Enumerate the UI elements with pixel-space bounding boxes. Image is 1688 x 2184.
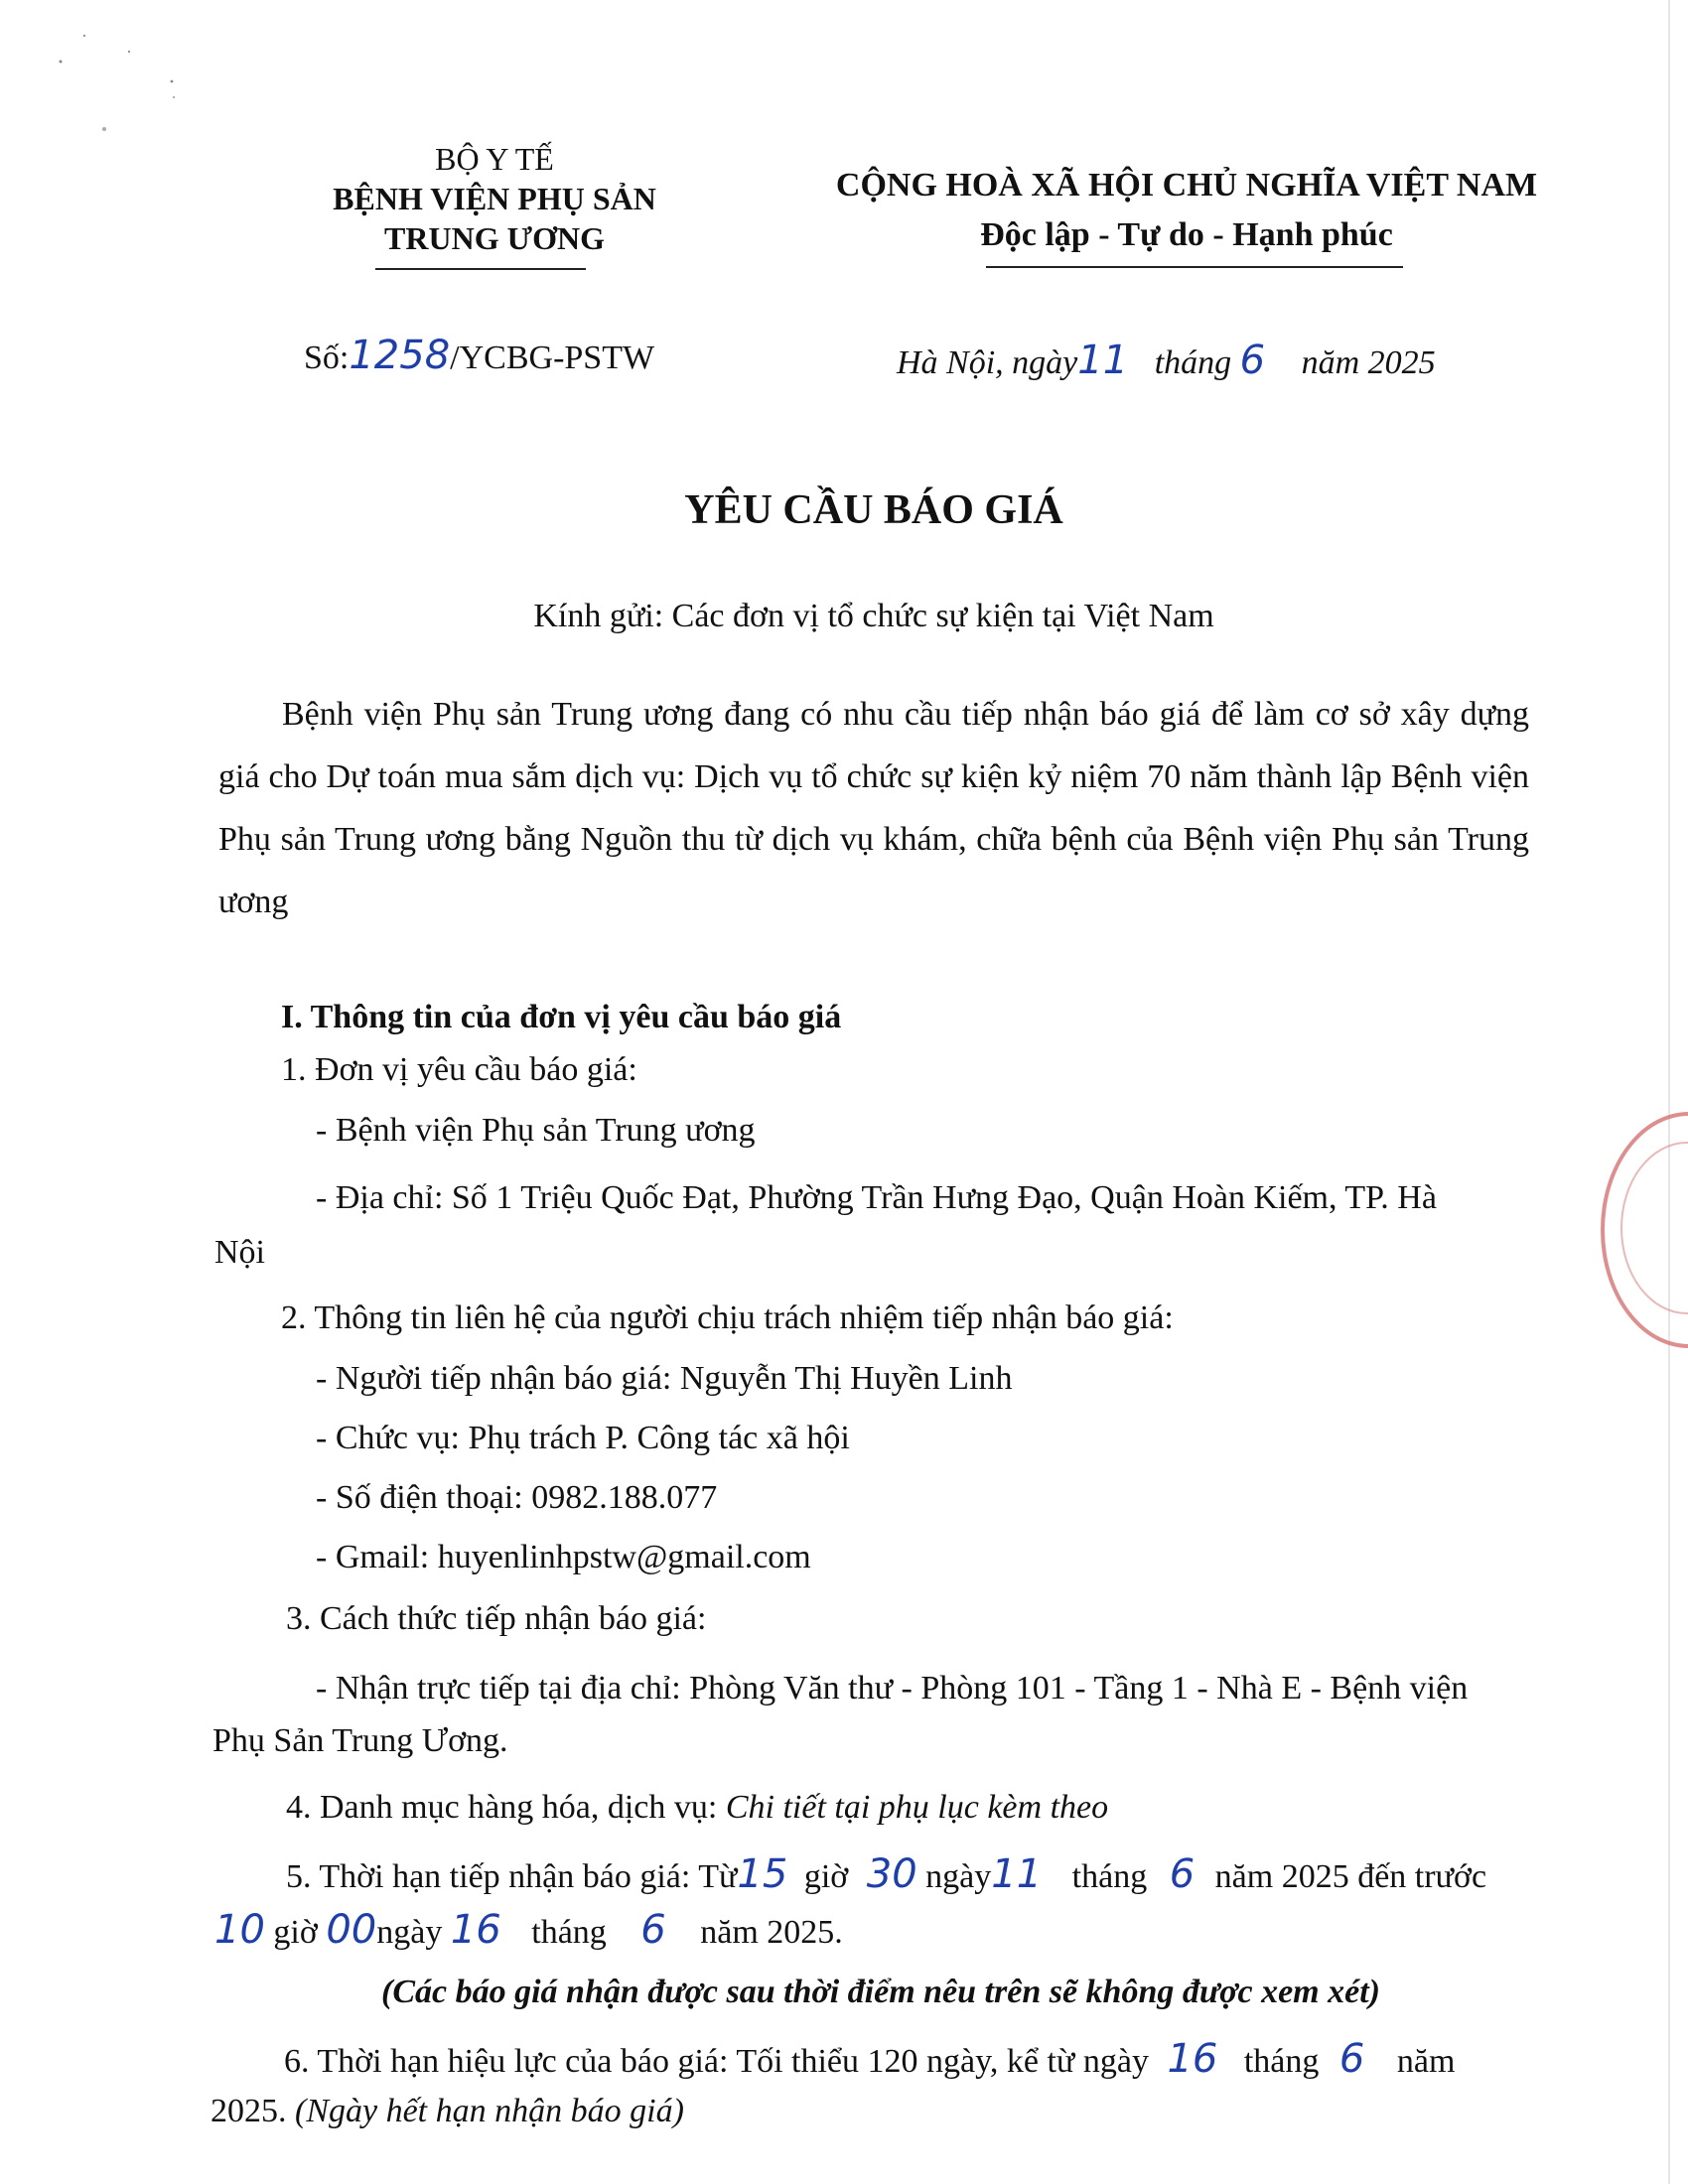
item6-day: 16 bbox=[1167, 2036, 1218, 2082]
item5-from-day: 11 bbox=[991, 1851, 1043, 1897]
hospital-name-line1: BỆNH VIỆN PHỤ SẢN bbox=[333, 181, 656, 216]
item5-thang2: tháng bbox=[531, 1914, 607, 1951]
item5-line2 bbox=[214, 1907, 843, 1953]
scan-edge bbox=[1668, 0, 1670, 2184]
item5-label: 5. Thời hạn tiếp nhận báo giá: Từ bbox=[286, 1858, 738, 1895]
item5-to-day: 16 bbox=[450, 1907, 501, 1953]
date-month-label: tháng bbox=[1154, 344, 1232, 381]
doc-number-handwritten: 1258 bbox=[349, 333, 451, 378]
item3-label: 3. Cách thức tiếp nhận báo giá: bbox=[286, 1600, 707, 1637]
document-title: YÊU CẦU BÁO GIÁ bbox=[684, 487, 1063, 533]
item5-ngay2: ngày bbox=[376, 1914, 443, 1951]
national-motto: Độc lập - Tự do - Hạnh phúc bbox=[980, 216, 1393, 253]
item3-detail-cont: Phụ Sản Trung Ương. bbox=[212, 1722, 508, 1759]
item5-to-hour: 10 bbox=[214, 1907, 265, 1953]
doc-number-suffix: /YCBG-PSTW bbox=[450, 340, 655, 376]
item5-to-min: 00 bbox=[326, 1907, 377, 1953]
intro-paragraph: Bệnh viện Phụ sản Trung ương đang có nhu cầu tiếp nhận báo giá để làm cơ sở xây dựng giá cho Dự toán mua sắm dịch vụ: Dịch vụ tổ chức sự kiện kỷ niệm 70 năm thành lập Bệnh viện Phụ sản Trung ương bằng Nguồn thu từ dịch vụ khám, chữa bệnh của Bệnh viện Phụ sản Trung ương bbox=[218, 696, 1529, 920]
item5-gio2: giờ bbox=[273, 1914, 318, 1951]
date-year: năm 2025 bbox=[1301, 344, 1436, 381]
item5-gio1: giờ bbox=[803, 1858, 849, 1895]
item2-label: 2. Thông tin liên hệ của người chịu trách nhiệm tiếp nhận báo giá: bbox=[281, 1299, 1174, 1336]
item4-line bbox=[286, 1791, 1108, 1825]
item6-month: 6 bbox=[1338, 2036, 1365, 2082]
item5-to-month: 6 bbox=[640, 1907, 666, 1953]
doc-number bbox=[304, 333, 655, 378]
item6-note: (Ngày hết hạn nhận báo giá) bbox=[295, 2093, 684, 2129]
item5-ngay1: ngày bbox=[925, 1858, 992, 1895]
item3-detail: - Nhận trực tiếp tại địa chỉ: Phòng Văn thư - Phòng 101 - Tầng 1 - Nhà E - Bệnh viện bbox=[316, 1670, 1469, 1706]
section1-heading: I. Thông tin của đơn vị yêu cầu báo giá bbox=[281, 999, 842, 1035]
issue-date bbox=[897, 338, 1436, 383]
item6-nam: năm bbox=[1396, 2043, 1456, 2080]
item5-from-hour: 15 bbox=[737, 1851, 788, 1897]
item1-unit-name: - Bệnh viện Phụ sản Trung ương bbox=[316, 1112, 756, 1149]
late-submission-note: (Các báo giá nhận được sau thời điểm nêu trên sẽ không được xem xét) bbox=[381, 1974, 1380, 2010]
item6-line2 bbox=[211, 2095, 684, 2128]
item2-email: - Gmail: huyenlinhpstw@gmail.com bbox=[316, 1539, 811, 1575]
item5-from-month: 6 bbox=[1169, 1851, 1196, 1897]
item6-label: 6. Thời hạn hiệu lực của báo giá: Tối thiểu 120 ngày, kể từ ngày bbox=[284, 2043, 1149, 2080]
header-left-rule bbox=[375, 268, 586, 270]
republic-name: CỘNG HOÀ XÃ HỘI CHỦ NGHĨA VIỆT NAM bbox=[835, 167, 1538, 204]
item4-label: 4. Danh mục hàng hóa, dịch vụ: bbox=[286, 1789, 726, 1826]
item5-line1 bbox=[286, 1851, 1487, 1897]
item1-label: 1. Đơn vị yêu cầu báo giá: bbox=[281, 1051, 637, 1088]
item5-tail2: năm 2025. bbox=[700, 1914, 843, 1951]
item4-value: Chi tiết tại phụ lục kèm theo bbox=[725, 1789, 1109, 1826]
ministry-name: BỘ Y TẾ bbox=[435, 141, 554, 177]
recipient-line: Kính gửi: Các đơn vị tổ chức sự kiện tại Việt Nam bbox=[533, 598, 1214, 634]
hospital-name-line2: TRUNG ƯƠNG bbox=[384, 220, 605, 256]
date-day-handwritten: 11 bbox=[1077, 338, 1129, 383]
item1-address-cont: Nội bbox=[214, 1234, 265, 1271]
item5-thang1: tháng bbox=[1071, 1858, 1148, 1895]
item6-thang: tháng bbox=[1243, 2043, 1320, 2080]
date-place-day: Hà Nội, ngày bbox=[897, 344, 1078, 381]
item6-year: 2025. bbox=[211, 2093, 287, 2129]
item2-phone: - Số điện thoại: 0982.188.077 bbox=[316, 1479, 718, 1516]
item5-tail1: năm 2025 đến trước bbox=[1214, 1858, 1487, 1895]
doc-number-prefix: Số: bbox=[304, 340, 350, 376]
item1-address: - Địa chỉ: Số 1 Triệu Quốc Đạt, Phường Trần Hưng Đạo, Quận Hoàn Kiếm, TP. Hà bbox=[316, 1179, 1437, 1216]
item5-from-min: 30 bbox=[866, 1851, 917, 1897]
item2-person: - Người tiếp nhận báo giá: Nguyễn Thị Huyền Linh bbox=[316, 1360, 1013, 1397]
item2-position: - Chức vụ: Phụ trách P. Công tác xã hội bbox=[316, 1420, 850, 1456]
scan-specks-icon bbox=[55, 30, 184, 139]
header-right-rule bbox=[986, 266, 1403, 268]
date-month-handwritten: 6 bbox=[1239, 338, 1266, 383]
item6-line1 bbox=[284, 2036, 1456, 2082]
